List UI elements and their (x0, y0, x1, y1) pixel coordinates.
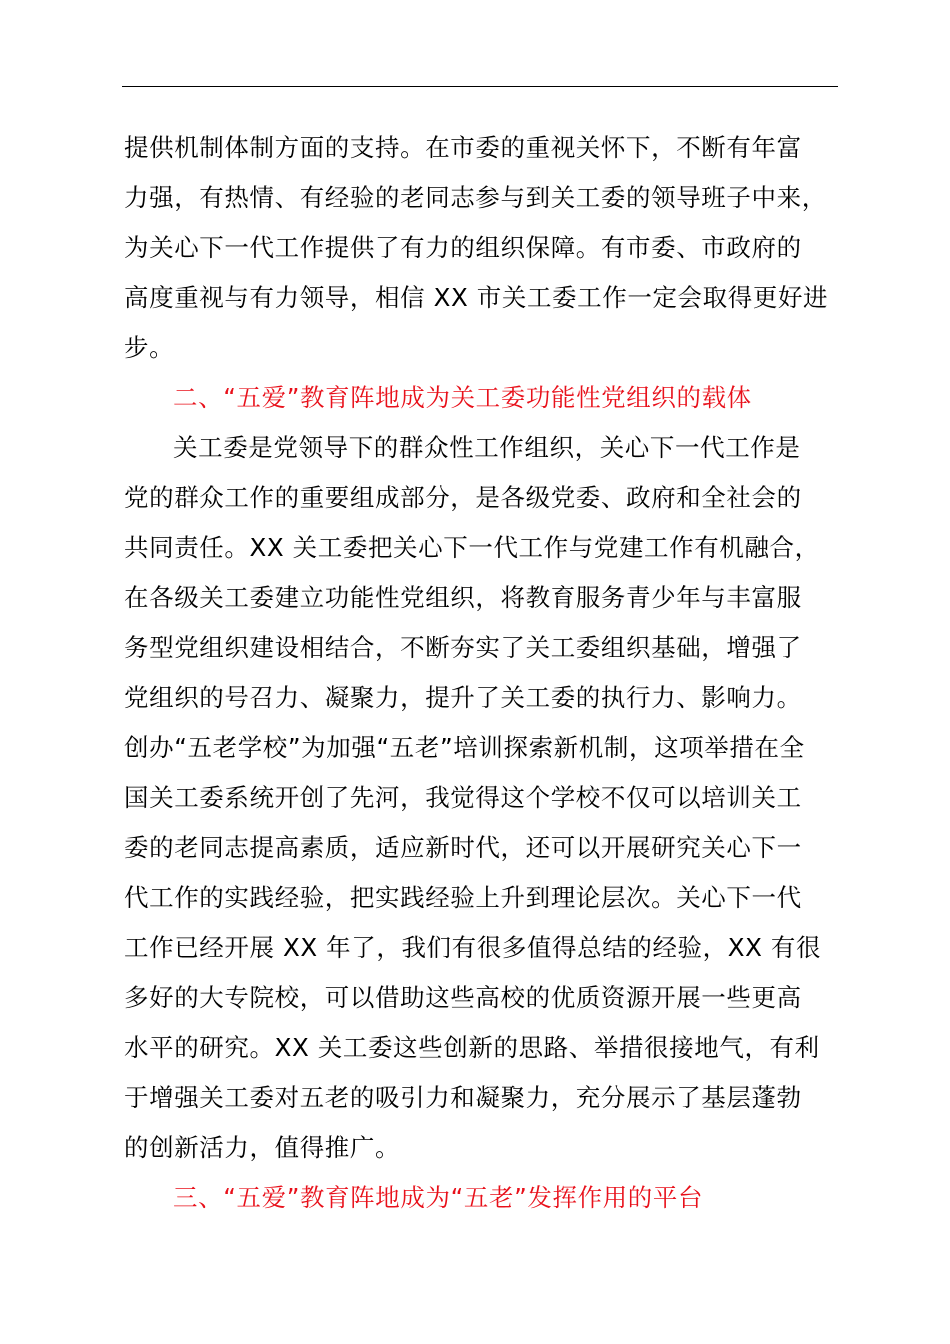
section-heading-3: 三、“五爱”教育阵地成为“五老”发挥作用的平台 (173, 1183, 704, 1212)
body-line: 工作已经开展 XX 年了，我们有很多值得总结的经验，XX 有很 (124, 933, 822, 962)
body-line: 委的老同志提高素质，适应新时代，还可以开展研究关心下一 (124, 833, 802, 862)
body-line: 关工委是党领导下的群众性工作组织，关心下一代工作是 (173, 433, 801, 462)
body-line: 为关心下一代工作提供了有力的组织保障。有市委、市政府的 (124, 233, 802, 262)
body-line: 水平的研究。XX 关工委这些创新的思路、举措很接地气，有利 (124, 1033, 820, 1062)
body-line: 的创新活力，值得推广。 (124, 1133, 401, 1162)
header-rule (122, 86, 838, 87)
section-heading-2: 二、“五爱”教育阵地成为关工委功能性党组织的载体 (173, 383, 752, 412)
body-line: 国关工委系统开创了先河，我觉得这个学校不仅可以培训关工 (124, 783, 802, 812)
body-line: 提供机制体制方面的支持。在市委的重视关怀下，不断有年富 (124, 133, 802, 162)
body-line: 于增强关工委对五老的吸引力和凝聚力，充分展示了基层蓬勃 (124, 1083, 802, 1112)
body-line: 共同责任。XX 关工委把关心下一代工作与党建工作有机融合， (124, 533, 820, 562)
body-line: 党的群众工作的重要组成部分，是各级党委、政府和全社会的 (124, 483, 802, 512)
body-line: 务型党组织建设相结合，不断夯实了关工委组织基础，增强了 (124, 633, 802, 662)
body-line: 在各级关工委建立功能性党组织，将教育服务青少年与丰富服 (124, 583, 802, 612)
body-line: 代工作的实践经验，把实践经验上升到理论层次。关心下一代 (124, 883, 802, 912)
body-line: 步。 (124, 333, 175, 362)
body-line: 多好的大专院校，可以借助这些高校的优质资源开展一些更高 (124, 983, 802, 1012)
body-line: 党组织的号召力、凝聚力，提升了关工委的执行力、影响力。 (124, 683, 802, 712)
body-line: 创办“五老学校”为加强“五老”培训探索新机制，这项举措在全 (124, 733, 805, 762)
body-line: 高度重视与有力领导，相信 XX 市关工委工作一定会取得更好进 (124, 283, 829, 312)
body-line: 力强，有热情、有经验的老同志参与到关工委的领导班子中来， (124, 183, 827, 212)
